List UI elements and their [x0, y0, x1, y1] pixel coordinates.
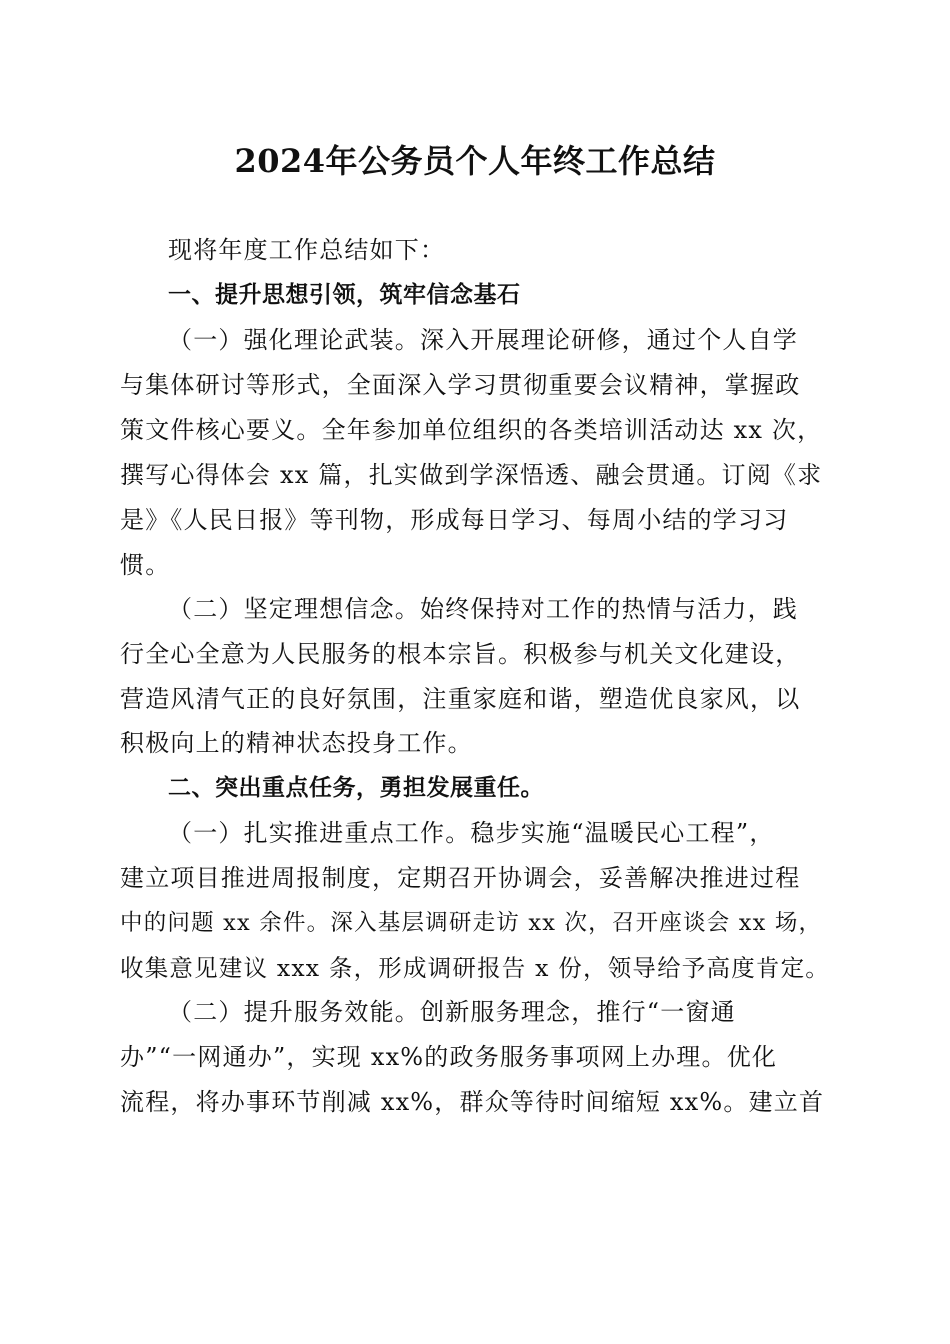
- paragraph-line: 建立项目推进周报制度，定期召开协调会，妥善解决推进过程: [120, 864, 801, 892]
- paragraph-line: 中的问题 xx 余件。深入基层调研走访 xx 次，召开座谈会 xx 场，: [120, 910, 823, 936]
- paragraph-line: （二）提升服务效能。创新服务理念，推行“一窗通: [168, 998, 736, 1026]
- paragraph-line: 与集体研讨等形式，全面深入学习贯彻重要会议精神，掌握政: [120, 371, 801, 399]
- document-title: 2024年公务员个人年终工作总结: [234, 142, 716, 180]
- paragraph-line: 撰写心得体会 xx 篇，扎实做到学深悟透、融会贯通。订阅《求: [120, 461, 823, 489]
- paragraph-line: （一）扎实推进重点工作。稳步实施“温暖民心工程”，: [168, 819, 775, 847]
- paragraph-line: 是》《人民日报》等刊物，形成每日学习、每周小结的学习习: [120, 506, 789, 534]
- paragraph-line: 办”“一网通办”，实现 xx%的政务服务事项网上办理。优化: [120, 1043, 778, 1071]
- paragraph-line: 行全心全意为人民服务的根本宗旨。积极参与机关文化建设，: [120, 640, 801, 668]
- paragraph-line: （一）强化理论武装。深入开展理论研修，通过个人自学: [168, 326, 798, 354]
- paragraph-line: 营造风清气正的良好氛围，注重家庭和谐，塑造优良家风，以: [120, 685, 801, 713]
- intro-text: 现将年度工作总结如下：: [168, 236, 446, 264]
- paragraph-line: 惯。: [120, 551, 171, 579]
- section-2-heading: 二、突出重点任务，勇担发展重任。: [168, 775, 544, 801]
- section-1-heading: 一、提升思想引领，筑牢信念基石: [168, 282, 521, 308]
- paragraph-line: 策文件核心要义。全年参加单位组织的各类培训活动达 xx 次，: [120, 416, 823, 444]
- paragraph-line: 流程，将办事环节削减 xx%，群众等待时间缩短 xx%。建立首: [120, 1088, 825, 1116]
- paragraph-line: 积极向上的精神状态投身工作。: [120, 729, 473, 757]
- paragraph-line: （二）坚定理想信念。始终保持对工作的热情与活力，践: [168, 595, 798, 623]
- paragraph-line: 收集意见建议 xxx 条，形成调研报告 x 份，领导给予高度肯定。: [120, 954, 830, 982]
